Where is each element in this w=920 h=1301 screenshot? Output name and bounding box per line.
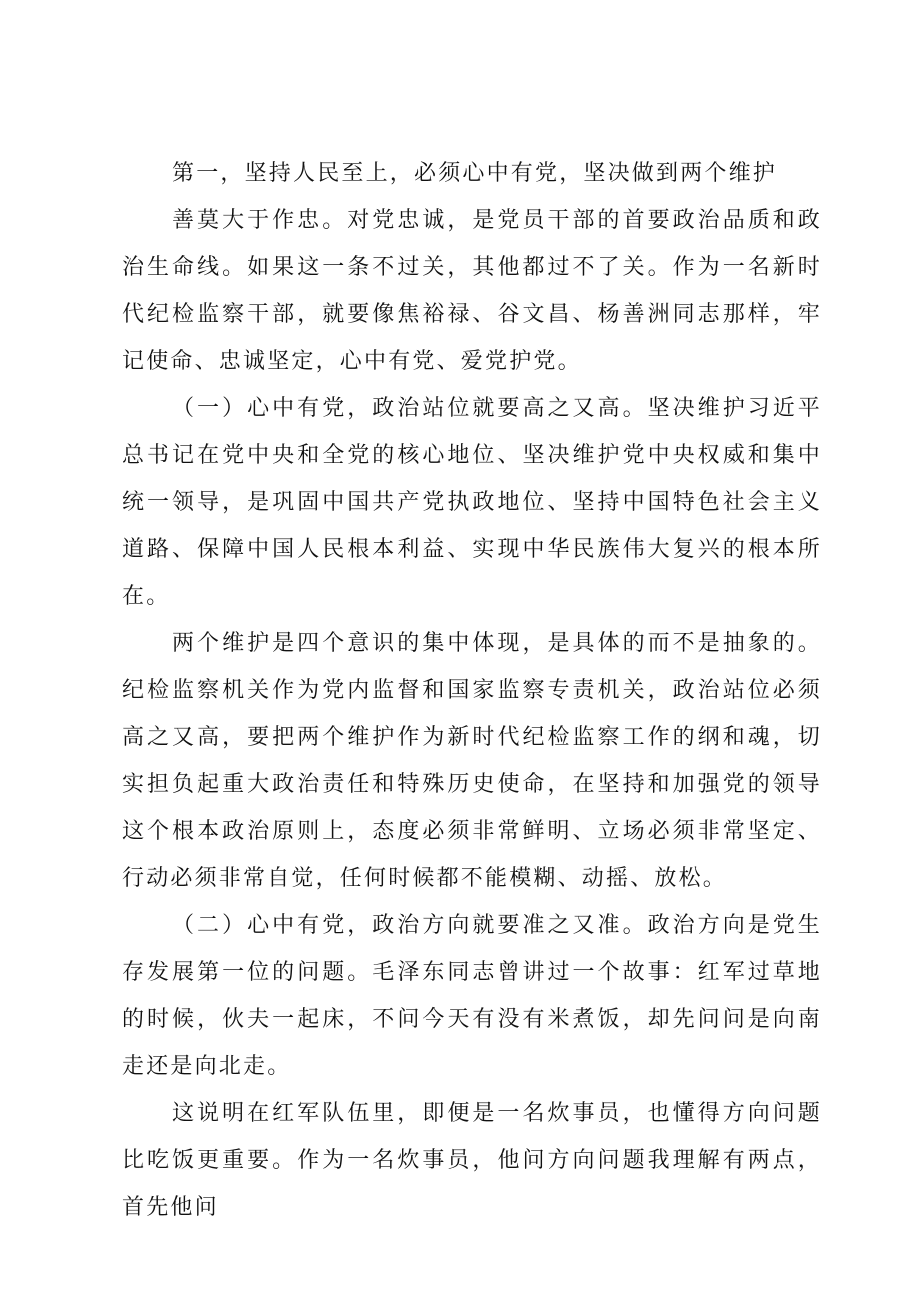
document-body bbox=[122, 150, 822, 1231]
paragraph-1: 善莫大于作忠。对党忠诚，是党员干部的首要政治品质和政治生命线。如果这一条不过关，其他都过不了关。作为一名新时代纪检监察干部，就要像焦裕禄、谷文昌、杨善洲同志那样，牢记使命、忠诚坚定，心中有党、爱党护党。 bbox=[122, 208, 822, 374]
section-heading: 第一，坚持人民至上，必须心中有党，坚决做到两个维护 bbox=[172, 161, 778, 186]
paragraph-5: 这说明在红军队伍里，即便是一名炊事员，也懂得方向问题比吃饭更重要。作为一名炊事员，他问方向问题我理解有两点，首先他问 bbox=[122, 1101, 822, 1220]
paragraph-3: 两个维护是四个意识的集中体现，是具体的而不是抽象的。纪检监察机关作为党内监督和国家监察专责机关，政治站位必须高之又高，要把两个维护作为新时代纪检监察工作的纲和魂，切实担负起重大政治责任和特殊历史使命，在坚持和加强党的领导这个根本政治原则上，态度必须非常鲜明、立场必须非常坚定、行动必须非常自觉，任何时候都不能模糊、动摇、放松。 bbox=[122, 631, 822, 891]
paragraph-2: （一）心中有党，政治站位就要高之又高。坚决维护习近平总书记在党中央和全党的核心地位、坚决维护党中央权威和集中统一领导，是巩固中国共产党执政地位、坚持中国特色社会主义道路、保障中国人民根本利益、实现中华民族伟大复兴的根本所在。 bbox=[122, 396, 822, 609]
paragraph-4: （二）心中有党，政治方向就要准之又准。政治方向是党生存发展第一位的问题。毛泽东同志曾讲过一个故事：红军过草地的时候，伙夫一起床，不问今天有没有米煮饭，却先问问是向南走还是向北走。 bbox=[122, 913, 822, 1079]
